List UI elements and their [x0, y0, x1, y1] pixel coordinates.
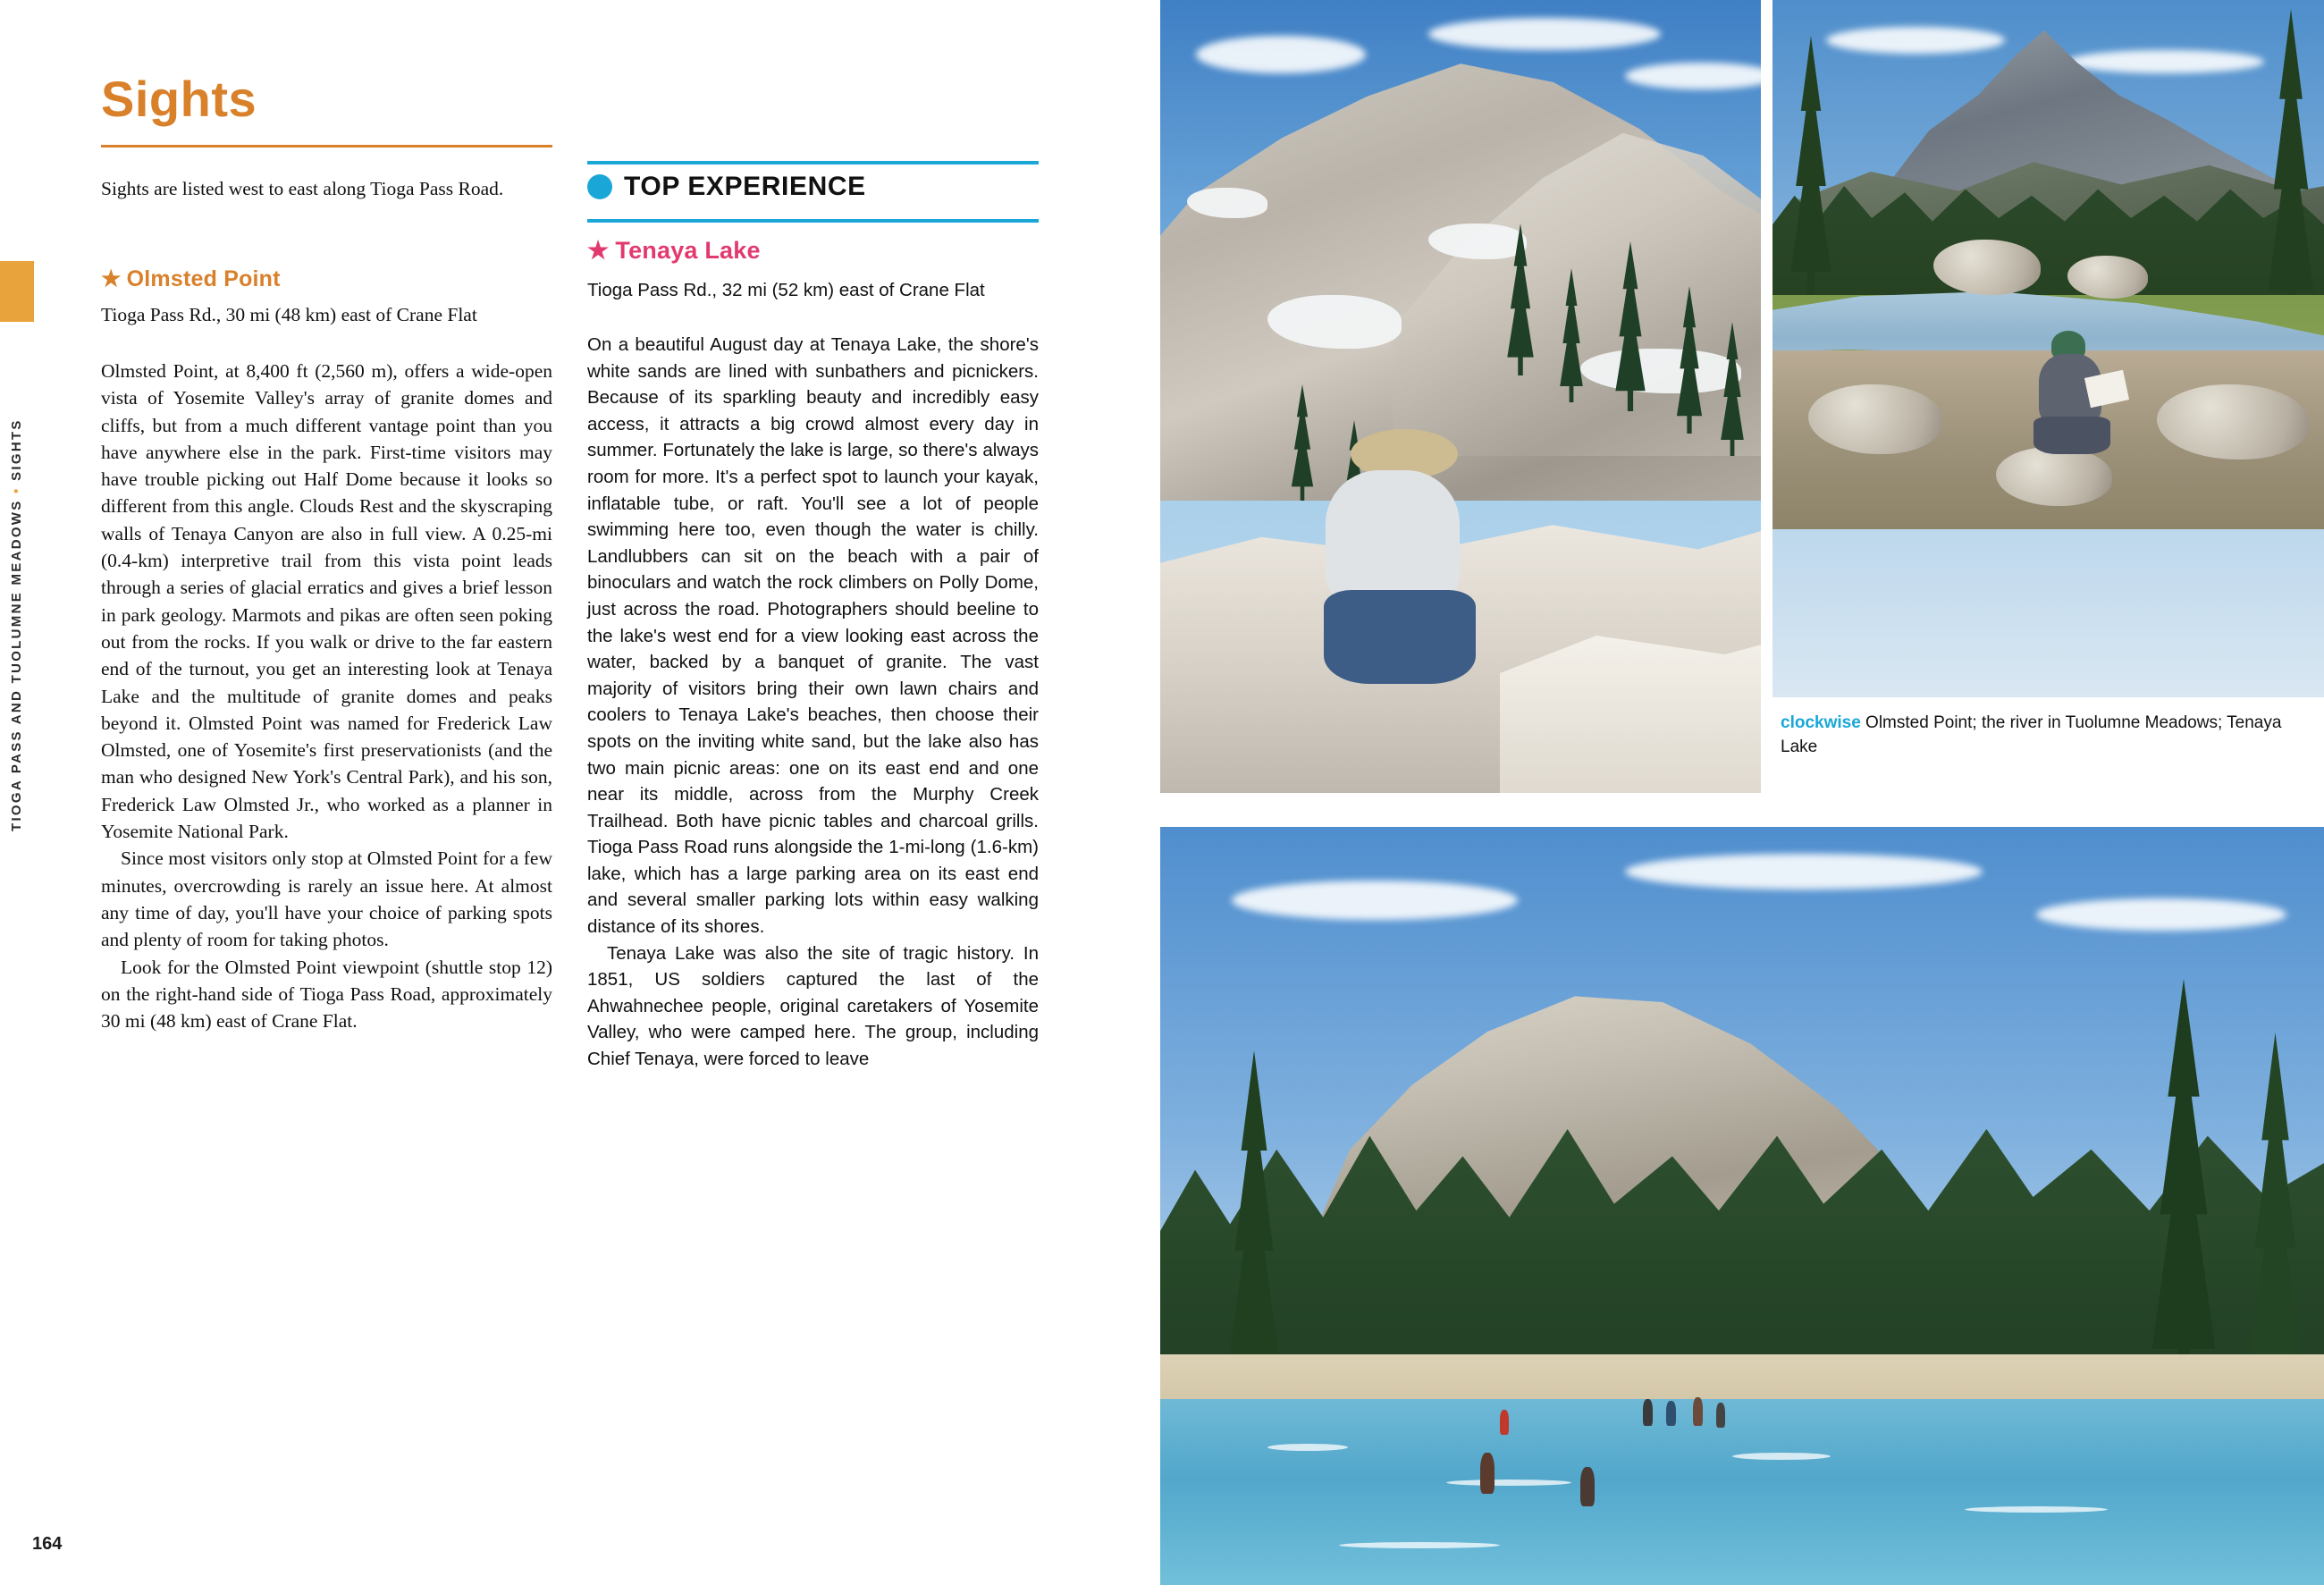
photo-olmsted-point — [1160, 0, 1761, 793]
page-title: Sights — [101, 71, 257, 127]
running-head-section: SIGHTS — [9, 418, 24, 481]
paragraph: Olmsted Point, at 8,400 ft (2,560 m), offers a wide-open vista of Yosemite Valley's array of granite domes and cliffs, but from a much different vantage point than you have anywhere else in the park. First-time visitors may have trouble picking out Half Dome because it looks so different from this angle. Clouds Rest and the skyscraping walls of Tenaya Canyon are also in full view. A 0.25-mi (0.4-km) interpretive trail from this vista point leads through a series of glacial erratics and gives a brief lesson in park geology. Marmots and pikas are often seen poking out from the rocks. If you walk or drive to the far eastern end of the turnout, you get an interesting look at Tenaya Lake and the multitude of granite domes and peaks beyond it. Olmsted Point was named for Frederick Law Olmsted, one of Yosemite's first preservationists (and the man who designed New York's Central Park), and his son, Frederick Law Olmsted Jr., who worked as a planner in Yosemite National Park. — [101, 360, 552, 843]
cloud — [1625, 854, 1983, 889]
lake-water — [1160, 1399, 2324, 1585]
cloud — [2036, 898, 2286, 931]
water-sparkle — [1446, 1480, 1571, 1486]
water-sparkle — [1965, 1506, 2108, 1513]
cloud — [2067, 50, 2264, 73]
title-divider — [101, 145, 552, 148]
tenaya-lake-heading — [587, 237, 761, 265]
paragraph: Since most visitors only stop at Olmsted Point for a few minutes, overcrowding is rarely an issue here. At almost any time of day, you'll have your choice of parking spots and plenty of room for taking photos. — [101, 847, 552, 951]
seated-photographer — [1299, 429, 1486, 688]
running-head-chapter: TIOGA PASS AND TUOLUMNE MEADOWS — [9, 499, 24, 831]
top-experience-banner — [587, 172, 1039, 202]
water-sparkle — [1267, 1444, 1348, 1451]
page-number: 164 — [32, 1534, 63, 1554]
beachgoer — [1500, 1410, 1509, 1435]
olmsted-point-location: Tioga Pass Rd., 30 mi (48 km) east of Crane Flat — [101, 304, 477, 325]
star-icon: ★ — [101, 266, 122, 291]
photo-gutter-horizontal — [1160, 793, 2324, 827]
seated-sketcher — [2021, 331, 2119, 456]
water-sparkle — [1339, 1542, 1500, 1548]
beachgoer — [1666, 1401, 1676, 1426]
tenaya-lake-heading-label: Tenaya Lake — [615, 237, 761, 264]
olmsted-point-heading-label: Olmsted Point — [126, 266, 281, 291]
person-legs — [2034, 417, 2110, 454]
olmsted-point-body — [101, 358, 552, 1034]
swimmer — [1580, 1467, 1595, 1506]
beachgoer — [1643, 1399, 1653, 1426]
intro-paragraph: Sights are listed west to east along Tioga Pass Road. — [101, 178, 504, 199]
cloud — [1196, 36, 1366, 73]
cloud — [1428, 18, 1661, 50]
running-head-vertical — [0, 331, 37, 831]
top-experience-label: TOP EXPERIENCE — [624, 172, 866, 201]
cloud — [1826, 27, 2005, 54]
photo-caption — [1781, 711, 2317, 759]
running-head-bullet: • — [9, 486, 24, 493]
photo-tenaya-lake — [1160, 827, 2324, 1585]
paragraph: On a beautiful August day at Tenaya Lake, the shore's white sands are lined with sunbathers and picnickers. Because of its sparkling beauty and incredibly easy access, it attracts a big crowd almost every day in summer. Fortunately the lake is large, so there's always room for more. It's a perfect spot to launch your kayak, inflatable tube, or raft. You'll see a lot of people swimming here too, even though the water is chilly. Landlubbers can sit on the beach with a pair of binoculars and watch the rock climbers on Polly Dome, just across the road. Photographers should beeline to the lake's west end for a view looking east across the water, backed by a banquet of granite. The vast majority of visitors bring their own lawn chairs and coolers to Tenaya Lake's beaches, then choose their spots on the inviting white sand, but the lake also has two main picnic areas: one on its east end and one near its middle, across from the Murphy Creek Trailhead. Both have picnic tables and charcoal grills. Tioga Pass Road runs alongside the 1-mi-long (1.6-km) lake, which has a large parking area on its east end and several smaller parking lots within easy walking distance of its shores. — [587, 334, 1039, 938]
cloud — [1232, 881, 1518, 920]
paragraph: Look for the Olmsted Point viewpoint (shuttle stop 12) on the right-hand side of Tioga Pass Road, approximately 30 mi (48 km) east of Crane Flat. — [101, 956, 552, 1033]
paragraph: Tenaya Lake was also the site of tragic history. In 1851, US soldiers captured the last of the Ahwahnechee people, original caretakers of Yosemite Valley, who were camped here. The group, including Chief Tenaya, were forced to leave — [587, 942, 1039, 1070]
olmsted-point-heading — [101, 266, 281, 292]
person-legs — [1324, 590, 1476, 684]
caption-lead: clockwise — [1781, 713, 1861, 732]
person-torso — [1326, 470, 1460, 604]
tenaya-lake-location: Tioga Pass Rd., 32 mi (52 km) east of Crane Flat — [587, 280, 985, 300]
star-icon: ★ — [587, 237, 610, 264]
water-sparkle — [1732, 1453, 1831, 1460]
photo-tuolumne-river — [1772, 0, 2324, 697]
photo-gutter-vertical — [1761, 0, 1772, 827]
beachgoer — [1693, 1397, 1703, 1426]
filled-circle-icon — [587, 174, 612, 199]
top-experience-rule-top — [587, 161, 1039, 164]
intro-paragraph-wrap — [101, 175, 552, 202]
beachgoer — [1716, 1403, 1725, 1428]
swimmer — [1480, 1453, 1495, 1494]
section-color-tab — [0, 261, 34, 322]
top-experience-rule-bottom — [587, 219, 1039, 223]
tenaya-lake-body — [587, 332, 1039, 1073]
caption-text: Olmsted Point; the river in Tuolumne Meadows; Tenaya Lake — [1781, 713, 2282, 756]
